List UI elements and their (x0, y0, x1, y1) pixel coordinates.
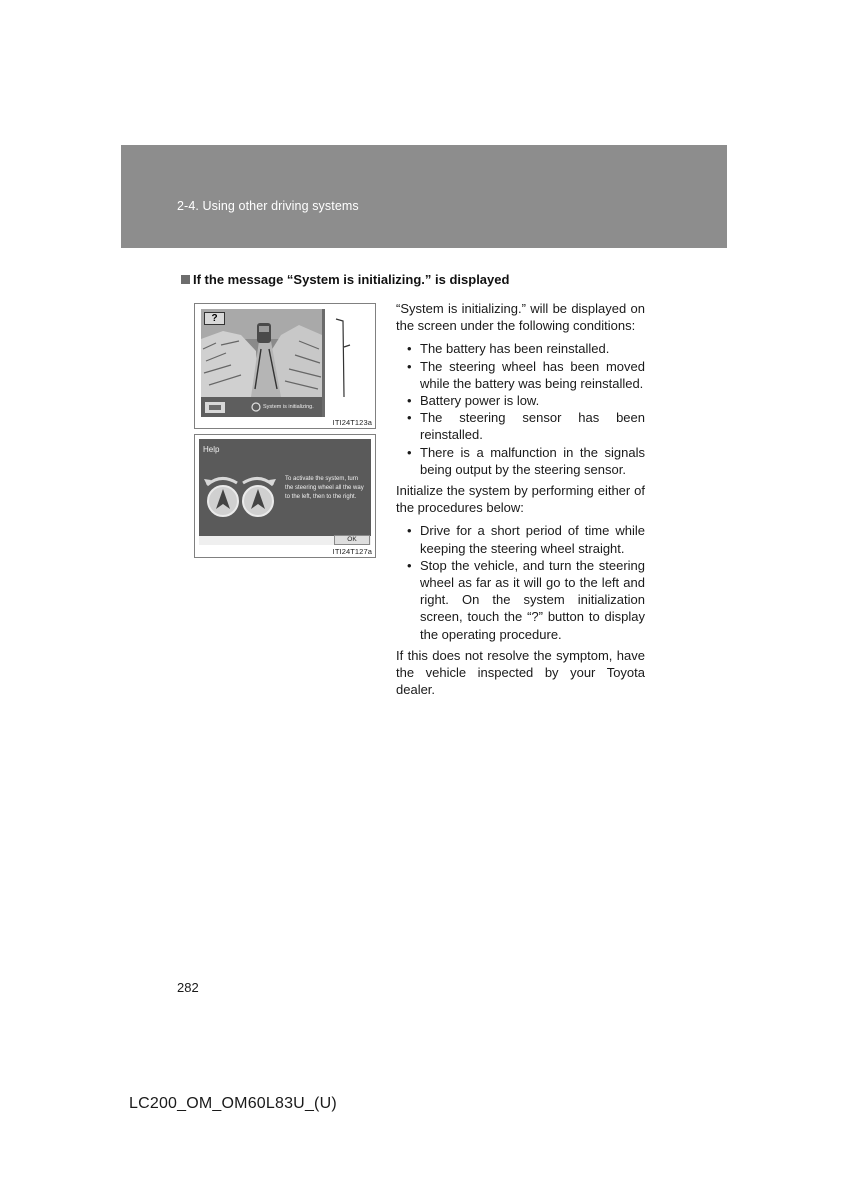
list-item: • The steering sensor has been reinstalled. (396, 409, 645, 443)
text-column (396, 300, 645, 698)
section-header-band (121, 145, 727, 248)
conditions-list (396, 340, 645, 478)
help-title: Help (203, 445, 220, 454)
intro-paragraph: “System is initializing.” will be displayed on the screen under the following conditions: (396, 301, 645, 334)
figure-initializing-screen (194, 303, 376, 429)
help-button[interactable]: ? (204, 312, 225, 325)
list-item: • There is a malfunction in the signals being output by the steering sensor. (396, 444, 645, 478)
status-message: System is initializing. (263, 404, 314, 410)
procedures-list (396, 522, 645, 642)
document-id: LC200_OM_OM60L83U_(U) (129, 1095, 337, 1112)
square-bullet-icon (181, 275, 190, 284)
ok-button[interactable]: OK (334, 535, 370, 545)
figure-code: ITI24T127a (332, 547, 372, 556)
section-heading (181, 272, 509, 287)
list-item: • The battery has been reinstalled. (396, 340, 645, 357)
help-screen (199, 439, 371, 545)
figure-code: ITI24T123a (332, 418, 372, 427)
closing-paragraph: If this does not resolve the symptom, have the vehicle inspected by your Toyota dealer. (396, 647, 645, 698)
heading-text: If the message “System is initializing.” is displayed (193, 272, 510, 287)
list-item: • Drive for a short period of time while keeping the steering wheel straight. (396, 522, 645, 556)
camera-screen (201, 309, 368, 417)
list-item: • The steering wheel has been moved while the battery was being reinstalled. (396, 358, 645, 392)
list-item: • Stop the vehicle, and turn the steering wheel as far as it will go to the left and right. On the system initialization screen, touch the “?” button to display the operating procedure. (396, 557, 645, 643)
figure-help-screen (194, 434, 376, 558)
camera-view-illustration (201, 309, 368, 417)
procedure-intro: Initialize the system by performing either of the procedures below: (396, 483, 645, 516)
list-item: • Battery power is low. (396, 392, 645, 409)
help-instruction: To activate the system, turn the steering wheel all the way to the left, then to the right. (285, 476, 364, 500)
section-title: 2-4. Using other driving systems (177, 199, 359, 213)
page-number: 282 (177, 980, 199, 995)
